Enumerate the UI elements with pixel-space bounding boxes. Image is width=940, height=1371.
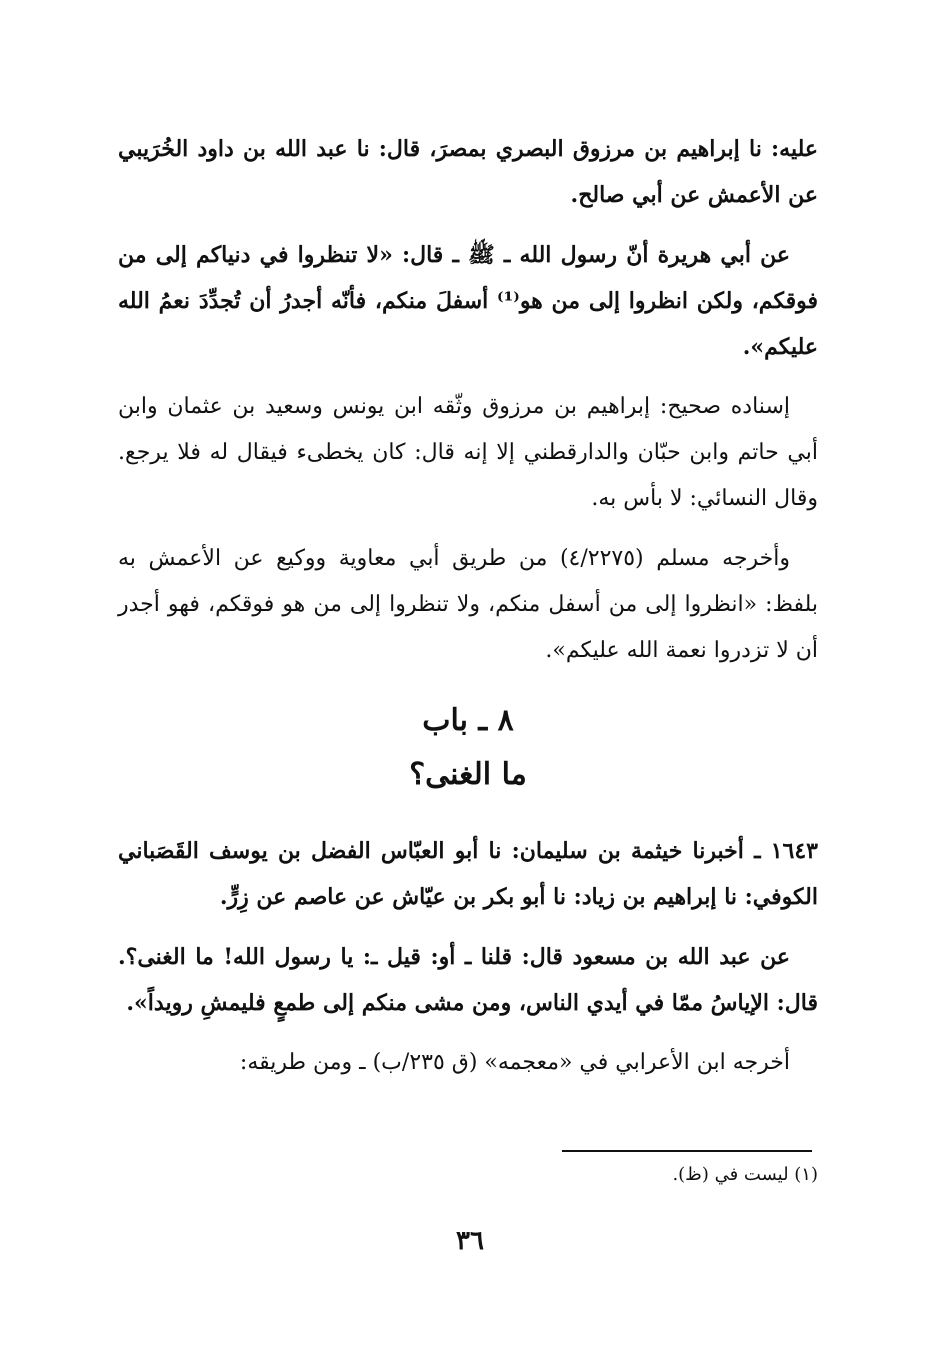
paragraph-isnad-continuation: عليه: نا إبراهيم بن مرزوق البصري بمصرَ، قال: نا عبد الله بن داود الخُرَيبي عن الأعمش عن أبي صالح. bbox=[118, 136, 818, 208]
chapter-heading bbox=[118, 694, 818, 802]
page-number: ٣٦ bbox=[456, 1226, 484, 1256]
paragraph-isnad-assessment: إسناده صحيح: إبراهيم بن مرزوق وثّقه ابن يونس وسعيد بن عثمان وابن أبي حاتم وابن حبّان والدارقطني إلا إنه قال: كان يخطىء فيقال له فلا يرجع. وقال النسائي: لا بأس به. bbox=[118, 394, 818, 511]
paragraph-hadith-matn: عن عبد الله بن مسعود قال: قلنا ـ أو: قيل ـ: يا رسول الله! ما الغنى؟. قال: الإياسُ ممّا في أيدي الناس، ومن مشى منكم إلى طمعٍ فليمشِ رويداً». bbox=[118, 944, 818, 1016]
footnote-divider bbox=[562, 1150, 812, 1152]
page-body bbox=[118, 126, 818, 1100]
chapter-title: ما الغنى؟ bbox=[409, 757, 527, 792]
paragraph-hadith-text: عن أبي هريرة أنّ رسول الله ـ ﷺ ـ قال: «لا تنظروا في دنياكم إلى من فوقكم، ولكن انظروا إلى من هو⁽¹⁾ أسفلَ منكم، فأنّه أجدرُ أن تُجدِّدَ نعمُ الله عليكم». bbox=[118, 242, 819, 360]
paragraph-hadith-isnad: ١٦٤٣ ـ أخبرنا خيثمة بن سليمان: نا أبو العبّاس الفضل بن يوسف القَصَباني الكوفي: نا إبراهيم بن زياد: نا أبو بكر بن عيّاش عن عاصم عن زِرٍّ. bbox=[118, 838, 818, 910]
chapter-number: ٨ ـ باب bbox=[422, 703, 514, 738]
paragraph-takhrij: وأخرجه مسلم (٤/٢٢٧٥) من طريق أبي معاوية ووكيع عن الأعمش به بلفظ: «انظروا إلى من أسفل منكم، ولا تنظروا إلى من هو فوقكم، فهو أجدر أن لا تزدروا نعمة الله عليكم». bbox=[118, 546, 818, 663]
paragraph-takhrij-2: أخرجه ابن الأعرابي في «معجمه» (ق ٢٣٥/ب) ـ ومن طريقه: bbox=[239, 1050, 790, 1075]
footnote: (١) ليست في (ظ). bbox=[672, 1164, 818, 1185]
